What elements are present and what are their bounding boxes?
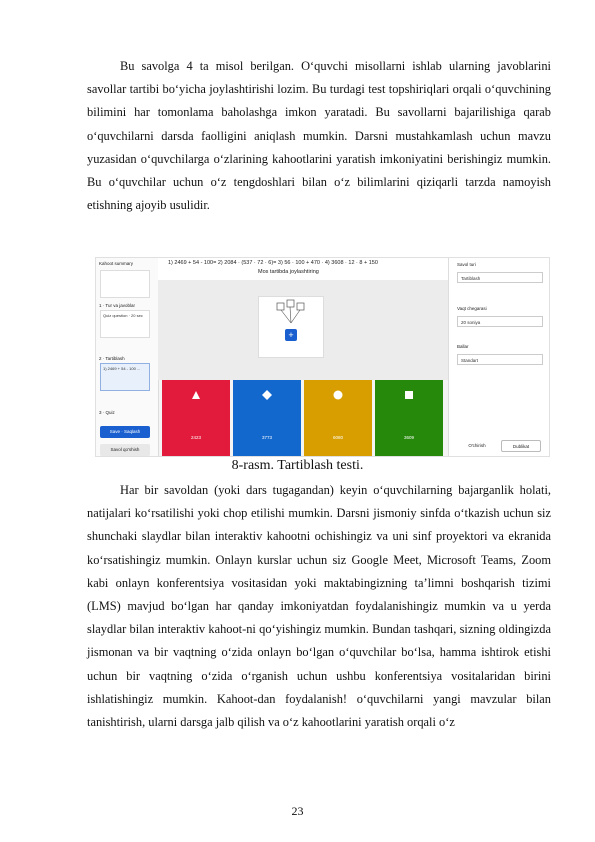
question-type-label: Savol turi — [457, 262, 476, 267]
slide-thumbnail-1[interactable] — [100, 310, 150, 338]
duplicate-button[interactable]: Dublikat — [501, 440, 541, 452]
question-bar[interactable] — [158, 258, 448, 281]
question-text[interactable]: 1) 2469 + 54 - 100= 2) 2084 · (537 · 72 · 6)= 3) 56 · 100 + 470 · 4) 3608 · 12 · 8 + 150 — [168, 260, 378, 266]
question-type-select[interactable]: Tartiblash — [457, 272, 543, 283]
media-placeholder[interactable] — [258, 296, 324, 358]
delete-button[interactable]: O'chirish — [468, 443, 486, 448]
answer-tile-blue[interactable] — [233, 380, 301, 456]
answer-tile-green[interactable] — [375, 380, 443, 456]
paragraph-2: Har bir savoldan (yoki dars tugagandan) keyin o‘quvchilarning bajarganlik holati, natijalari ko‘rsatilishi yoki chop etilishi mumkin. Darsni jismoniy sinfda o‘tkazish uchun siz shunchaki slaydlar bilan interaktiv kahootni ochishingiz va uni sinf proyektori va ekranida ko‘rsatishingiz mumkin. Onlayn kurslar uchun siz Google Meet, Microsoft Teams, Zoom kabi onlayn konferentsiya vositasidan yoki maktabingizning taʼlimni boshqarish tizimi (LMS) mavjud boʻlgan har qanday imkoniyatdan foydalanishingiz mumkin va u yerda slaydlar bilan interaktiv kahoot-ni qo‘yishingiz mumkin. Bundan tashqari, sizning oldingizda jismonan va bir vaqtning o‘zida onlayn bo‘lgan o‘quvchilar bo‘lsa, hamma ishtirok etishi uchun bir vaqtning o‘zida o‘rganish uchun ushbu konferentsiya vositalaridan birini ishlatishingiz mumkin. Kahoot-dan foydalanish! o‘quvchilarni yangi mavzular bilan tanishtirish, ularni darsga jalb qilish va o‘z kahootlarini yaratish orqali o‘z — [87, 483, 551, 730]
answer-value: 2423 — [190, 435, 201, 440]
media-illustration-icon — [259, 297, 323, 327]
answer-grid — [158, 380, 448, 457]
circle-icon — [333, 390, 343, 400]
settings-panel — [448, 258, 550, 457]
time-limit-label: Vaqt chegarasi — [457, 306, 487, 311]
triangle-icon — [191, 390, 201, 400]
figure-caption: 8-rasm. Tartiblash testi. — [231, 458, 364, 473]
square-icon — [404, 390, 414, 400]
answer-value: 3609 — [403, 435, 414, 440]
answer-tile-red[interactable] — [162, 380, 230, 456]
media-area — [158, 280, 448, 380]
slide-1-text: Quiz question · 20 sec — [103, 313, 143, 318]
slide-2-text: 1) 2469 + 54 - 100 ... — [103, 366, 141, 371]
answer-tile-yellow[interactable] — [304, 380, 372, 456]
slide-list-panel — [96, 258, 159, 457]
slide-2-label: 2 · Tartiblash — [99, 356, 125, 361]
question-subtitle: Mos tartibda joylashtiring — [258, 269, 319, 275]
add-question-button[interactable]: Savol qo'shish — [100, 444, 150, 456]
kahoot-editor-screenshot — [95, 257, 550, 457]
add-media-button[interactable]: + — [285, 329, 297, 341]
diamond-icon — [262, 390, 272, 400]
points-label: Ballar — [457, 344, 469, 349]
answer-value: 3773 — [261, 435, 272, 440]
points-select[interactable]: Standart — [457, 354, 543, 365]
save-button[interactable]: Save · Saqlash — [100, 426, 150, 438]
panel-title: Kahoot summary — [99, 261, 134, 266]
paragraph-1: Bu savolga 4 ta misol berilgan. O‘quvchi misollarni ishlab ularning javoblarini savollar tartibi bo‘yicha joylashtirishi lozim. Bu turdagi test topshiriqlari orqali o‘quvchining bilimini har tomonlama baholashga imkon yaratadi. Bu savollarni bajarilishiga qarab o‘quvchilarni darsda faolligini aniqlash mumkin. Darsni mustahkamlash uchun mavzu yuzasidan o‘quvchilarga o‘zlarining kahootlarini yaratish imkoniyatini berishingiz mumkin. Bu o‘quvchilar uchun o‘z tengdoshlari bilan o‘z bilimlarini qiziqarli tarzda namoyish etishning ajoyib usulidir. — [87, 59, 551, 213]
slide-1-label: 1 · Tur va javoblar — [99, 303, 136, 308]
slide-thumbnail-0[interactable] — [100, 270, 150, 298]
answer-value: 6080 — [332, 435, 343, 440]
time-limit-select[interactable]: 20 soniya — [457, 316, 543, 327]
page-number: 23 — [291, 804, 304, 818]
slide-thumbnail-2[interactable] — [100, 363, 150, 391]
slide-3-label: 3 · Quiz — [99, 410, 115, 415]
